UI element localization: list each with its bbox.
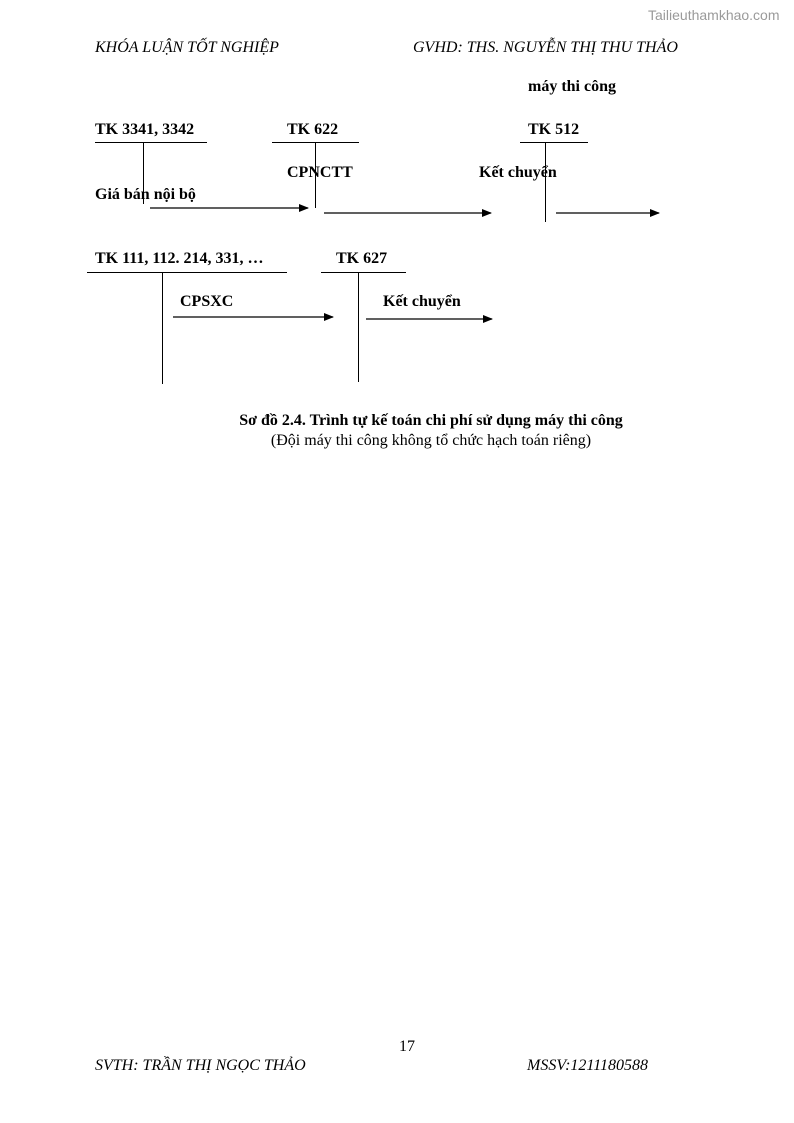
- account-tk627: TK 627: [336, 250, 388, 267]
- page-number: 17: [399, 1038, 415, 1055]
- account-tk512: TK 512: [528, 121, 580, 138]
- header-left-title: KHÓA LUẬN TỐT NGHIỆP: [95, 39, 279, 56]
- footer-left-student: SVTH: TRẦN THỊ NGỌC THẢO: [95, 1057, 306, 1074]
- account-tk111: TK 111, 112. 214, 331, …: [95, 250, 264, 267]
- label-cpnctt: CPNCTT: [287, 164, 353, 181]
- account-tk3341: TK 3341, 3342: [95, 121, 195, 138]
- diagram-caption-title: Sơ đồ 2.4. Trình tự kế toán chi phí sử dụng máy thi công: [239, 412, 623, 429]
- diagram-caption-subtitle: (Đội máy thi công không tổ chức hạch toán riêng): [270, 432, 592, 449]
- label-ket-chuyen-1: Kết chuyển: [479, 164, 557, 181]
- diagram-top-caption: máy thi công: [528, 78, 616, 95]
- footer-right-student-id: MSSV:1211180588: [527, 1057, 649, 1074]
- header-right-advisor: GVHD: THS. NGUYỄN THỊ THU THẢO: [413, 39, 678, 56]
- label-ket-chuyen-2: Kết chuyển: [383, 293, 461, 310]
- label-cpsxc: CPSXC: [180, 293, 234, 310]
- account-tk622: TK 622: [287, 121, 339, 138]
- watermark-text: Tailieuthamkhao.com: [648, 7, 780, 23]
- label-gia-ban-noi-bo: Giá bán nội bộ: [95, 186, 196, 203]
